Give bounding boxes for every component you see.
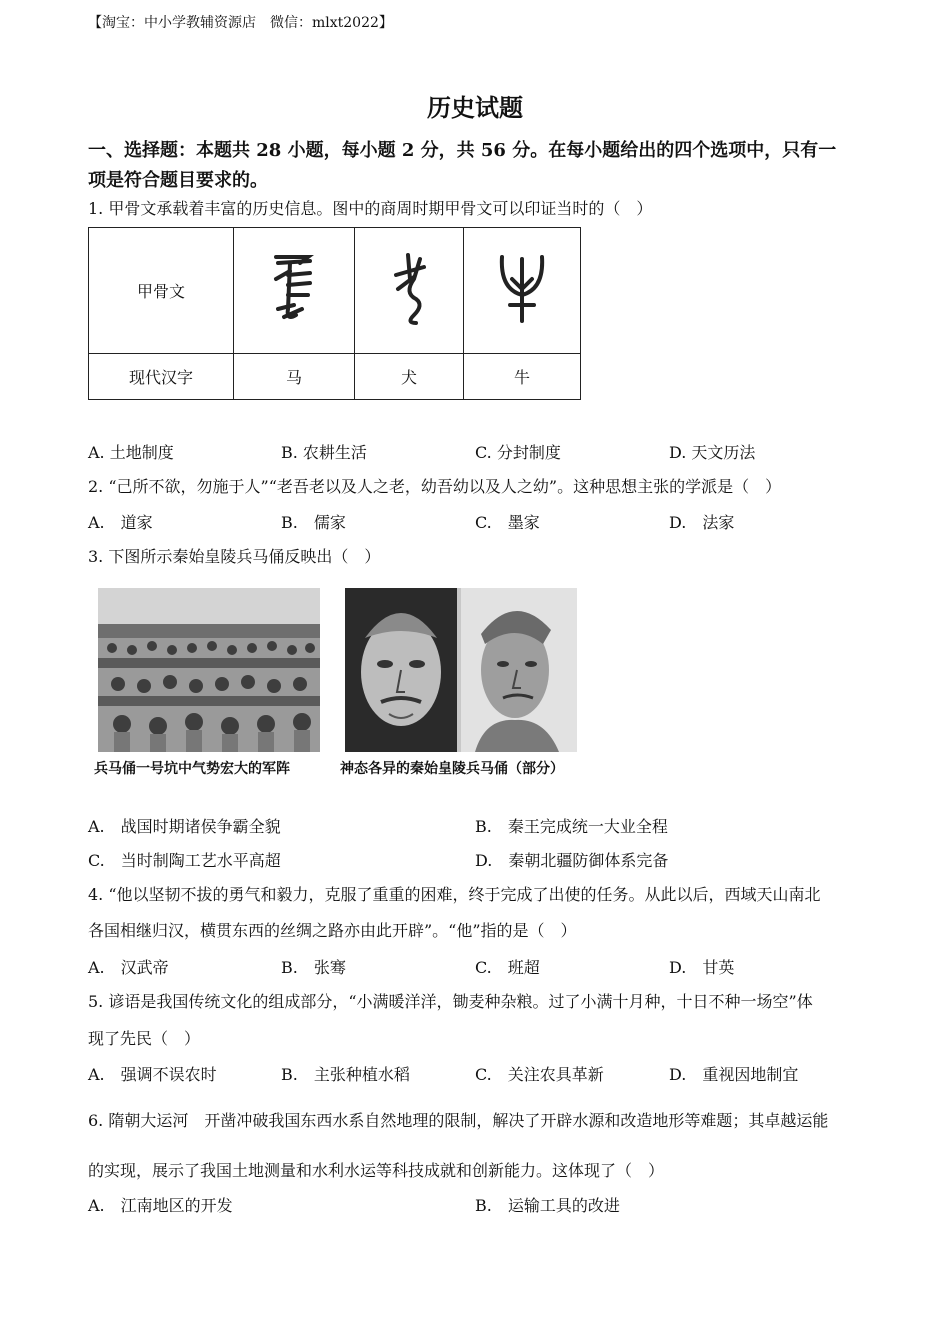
modern-char-horse: 马 [234,354,355,400]
q2-option-d: D. 法家 [669,513,735,532]
q3-option-b: B. 秦王完成统一大业全程 [475,817,668,836]
q3-caption-right: 神态各异的秦始皇陵兵马俑（部分） [340,761,564,777]
q6-stem-line2: 的实现，展示了我国土地测量和水利水运等科技成就和创新能力。这体现了（ ） [88,1161,665,1180]
section-heading-line1: 一、选择题：本题共 28 小题，每小题 2 分，共 56 分。在每小题给出的四个选项中，只有一 [88,140,837,161]
section-heading-line2: 项是符合题目要求的。 [88,170,268,191]
oracle-glyph-dog [355,228,464,354]
q1-option-b: B. 农耕生活 [281,443,367,462]
q6-option-a: A. 江南地区的开发 [88,1196,233,1215]
terracotta-faces-image [345,588,577,752]
q4-stem-line2: 各国相继归汉，横贯东西的丝绸之路亦由此开辟”。“他”指的是（ ） [88,921,577,940]
q1-option-a: A. 土地制度 [88,443,174,462]
modern-char-dog: 犬 [355,354,464,400]
q4-stem-line1: 4. “他以坚韧不拔的勇气和毅力，克服了重重的困难，终于完成了出使的任务。从此以后，西域天山南北 [88,885,821,904]
modern-char-ox: 牛 [464,354,581,400]
q1-option-c: C. 分封制度 [475,443,561,462]
q6-option-b: B. 运输工具的改进 [475,1196,620,1215]
terracotta-army-photo [98,588,320,752]
q1-stem: 1. 甲骨文承载着丰富的历史信息。图中的商周时期甲骨文可以印证当时的（ ） [88,199,653,218]
terracotta-army-image [98,588,320,752]
oracle-glyph-horse [234,228,355,354]
q2-option-b: B. 儒家 [281,513,346,532]
oracle-row-label: 甲骨文 [89,228,234,354]
oracle-dog-icon [384,249,434,329]
page-title: 历史试题 [427,93,523,122]
q6-stem-line1: 6. 隋朝大运河 开凿冲破我国东西水系自然地理的限制，解决了开辟水源和改造地形等难题；其卓越运能 [88,1111,829,1130]
q3-option-d: D. 秦朝北疆防御体系完备 [475,851,669,870]
terracotta-faces-photo [345,588,577,752]
q5-stem-line1: 5. 谚语是我国传统文化的组成部分，“小满暖洋洋，锄麦种杂粮。过了小满十月种，十日不种一场空”体 [88,992,813,1011]
modern-row-label: 现代汉字 [89,354,234,400]
q2-option-c: C. 墨家 [475,513,540,532]
oracle-ox-icon [494,249,550,329]
q3-option-a: A. 战国时期诸侯争霸全貌 [88,817,281,836]
q5-option-b: B. 主张种植水稻 [281,1065,410,1084]
q1-option-d: D. 天文历法 [669,443,756,462]
q4-option-a: A. 汉武帝 [88,958,169,977]
q3-caption-left: 兵马俑一号坑中气势宏大的军阵 [94,761,290,777]
q5-option-a: A. 强调不误农时 [88,1065,217,1084]
q3-option-c: C. 当时制陶工艺水平高超 [88,851,281,870]
q4-option-d: D. 甘英 [669,958,735,977]
q5-option-d: D. 重视因地制宜 [669,1065,799,1084]
q4-option-b: B. 张骞 [281,958,346,977]
oracle-glyph-ox [464,228,581,354]
page-header: 【淘宝：中小学教辅资源店 微信：mlxt2022】 [88,15,393,31]
q3-stem: 3. 下图所示秦始皇陵兵马俑反映出（ ） [88,547,381,566]
q2-option-a: A. 道家 [88,513,153,532]
oracle-bone-table [88,227,581,400]
oracle-horse-icon [264,249,324,329]
q4-option-c: C. 班超 [475,958,540,977]
q5-option-c: C. 关注农具革新 [475,1065,604,1084]
q2-stem: 2. “己所不欲，勿施于人”“老吾老以及人之老，幼吾幼以及人之幼”。这种思想主张的学派是（ ） [88,477,782,496]
q5-stem-line2: 现了先民（ ） [88,1029,201,1048]
